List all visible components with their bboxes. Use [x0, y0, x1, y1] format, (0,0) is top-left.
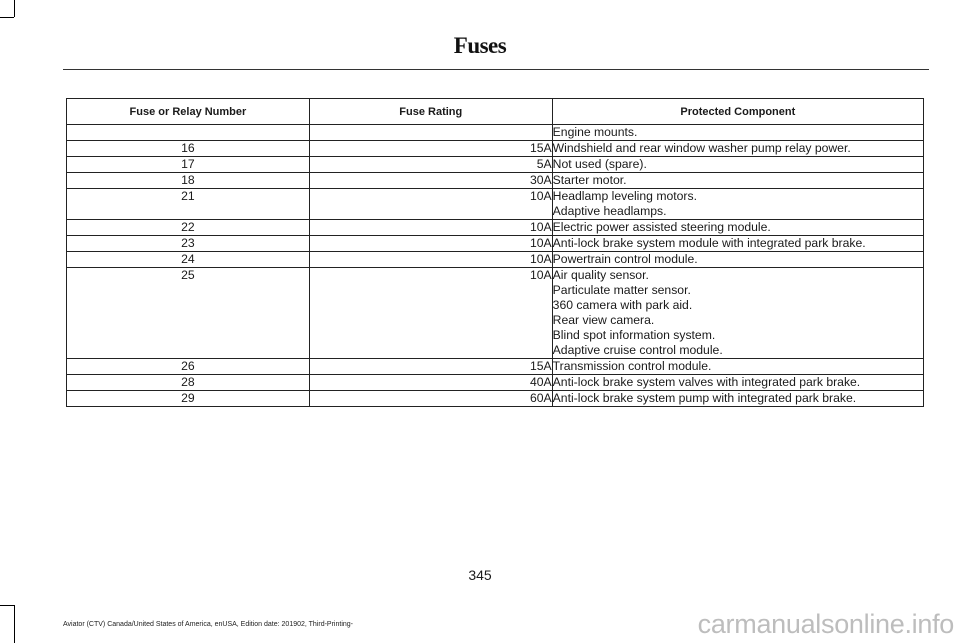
fuse-rating-cell: 10A	[309, 220, 552, 236]
protected-component-cell	[552, 141, 923, 157]
protected-component-cell	[552, 189, 923, 220]
protected-component-cell	[552, 359, 923, 375]
protected-component-cell	[552, 252, 923, 268]
component-line: Headlamp leveling motors.	[552, 189, 697, 203]
protected-component-cell	[552, 173, 923, 189]
table-row	[67, 125, 924, 141]
crop-mark-top-left-horizontal	[0, 17, 14, 18]
fuse-number-cell: 29	[67, 391, 310, 407]
page-number: 345	[468, 567, 492, 583]
table-row	[67, 236, 924, 252]
fuse-number-cell: 17	[67, 157, 310, 173]
protected-component-cell	[552, 375, 923, 391]
fuse-rating-cell: 5A	[309, 157, 552, 173]
component-line: Anti-lock brake system module with integrated park brake.	[552, 236, 866, 250]
crop-mark-bottom-left-vertical	[14, 605, 15, 643]
table-row	[67, 268, 924, 359]
table-row	[67, 220, 924, 236]
fuse-rating-cell: 10A	[309, 236, 552, 252]
crop-mark-top-left-vertical	[14, 0, 15, 17]
fuse-number-cell: 26	[67, 359, 310, 375]
fuse-number-cell: 24	[67, 252, 310, 268]
crop-mark-bottom-left-horizontal	[0, 605, 14, 606]
component-line: Powertrain control module.	[552, 252, 698, 266]
fuse-rating-cell: 10A	[309, 252, 552, 268]
column-header-fuse-number: Fuse or Relay Number	[67, 99, 310, 125]
component-line: 360 camera with park aid.	[552, 298, 693, 312]
table-row	[67, 173, 924, 189]
component-line: Anti-lock brake system pump with integrated park brake.	[552, 391, 857, 405]
table-row	[67, 141, 924, 157]
table-row	[67, 189, 924, 220]
component-line: Anti-lock brake system valves with integrated park brake.	[552, 375, 861, 389]
component-line: Starter motor.	[552, 173, 627, 187]
protected-component-cell	[552, 125, 923, 141]
table-row	[67, 252, 924, 268]
fuse-rating-cell: 10A	[309, 268, 552, 359]
fuse-number-cell: 23	[67, 236, 310, 252]
table-header-row	[67, 99, 924, 125]
table-header	[67, 99, 924, 125]
protected-component-cell	[552, 391, 923, 407]
fuse-number-cell: 16	[67, 141, 310, 157]
protected-component-cell	[552, 220, 923, 236]
table-row	[67, 391, 924, 407]
protected-component-cell	[552, 157, 923, 173]
page-title: Fuses	[453, 33, 507, 58]
protected-component-cell	[552, 268, 923, 359]
component-line: Not used (spare).	[552, 157, 647, 171]
fuse-rating-cell: 10A	[309, 189, 552, 220]
column-header-fuse-rating: Fuse Rating	[309, 99, 552, 125]
fuse-number-cell: 28	[67, 375, 310, 391]
component-line: Adaptive headlamps.	[552, 204, 667, 218]
component-line: Rear view camera.	[552, 313, 655, 327]
fuse-number-cell: 25	[67, 268, 310, 359]
component-line: Particulate matter sensor.	[552, 283, 691, 297]
column-header-protected-component: Protected Component	[552, 99, 923, 125]
footer-edition-text: Aviator (CTV) Canada/United States of America, enUSA, Edition date: 201902, Third-Printing-	[63, 621, 354, 628]
component-line: Air quality sensor.	[552, 268, 649, 282]
table-row	[67, 359, 924, 375]
fuse-rating-cell: 60A	[309, 391, 552, 407]
component-line: Engine mounts.	[552, 125, 638, 139]
component-line: Transmission control module.	[552, 359, 712, 373]
fuse-rating-cell	[309, 125, 552, 141]
title-divider	[63, 69, 929, 70]
protected-component-cell	[552, 236, 923, 252]
fuse-number-cell: 18	[67, 173, 310, 189]
fuse-rating-cell: 15A	[309, 359, 552, 375]
component-line: Blind spot information system.	[552, 328, 716, 342]
fuse-number-cell: 21	[67, 189, 310, 220]
component-line: Electric power assisted steering module.	[552, 220, 771, 234]
watermark: carmanualsonline.info	[697, 609, 954, 639]
fuse-table	[66, 98, 924, 407]
table-row	[67, 375, 924, 391]
component-line: Windshield and rear window washer pump relay power.	[552, 141, 851, 155]
fuse-rating-cell: 40A	[309, 375, 552, 391]
table-body	[67, 125, 924, 407]
table-row	[67, 157, 924, 173]
fuse-rating-cell: 15A	[309, 141, 552, 157]
fuse-number-cell: 22	[67, 220, 310, 236]
component-line: Adaptive cruise control module.	[552, 343, 723, 357]
fuse-number-cell	[67, 125, 310, 141]
fuse-rating-cell: 30A	[309, 173, 552, 189]
